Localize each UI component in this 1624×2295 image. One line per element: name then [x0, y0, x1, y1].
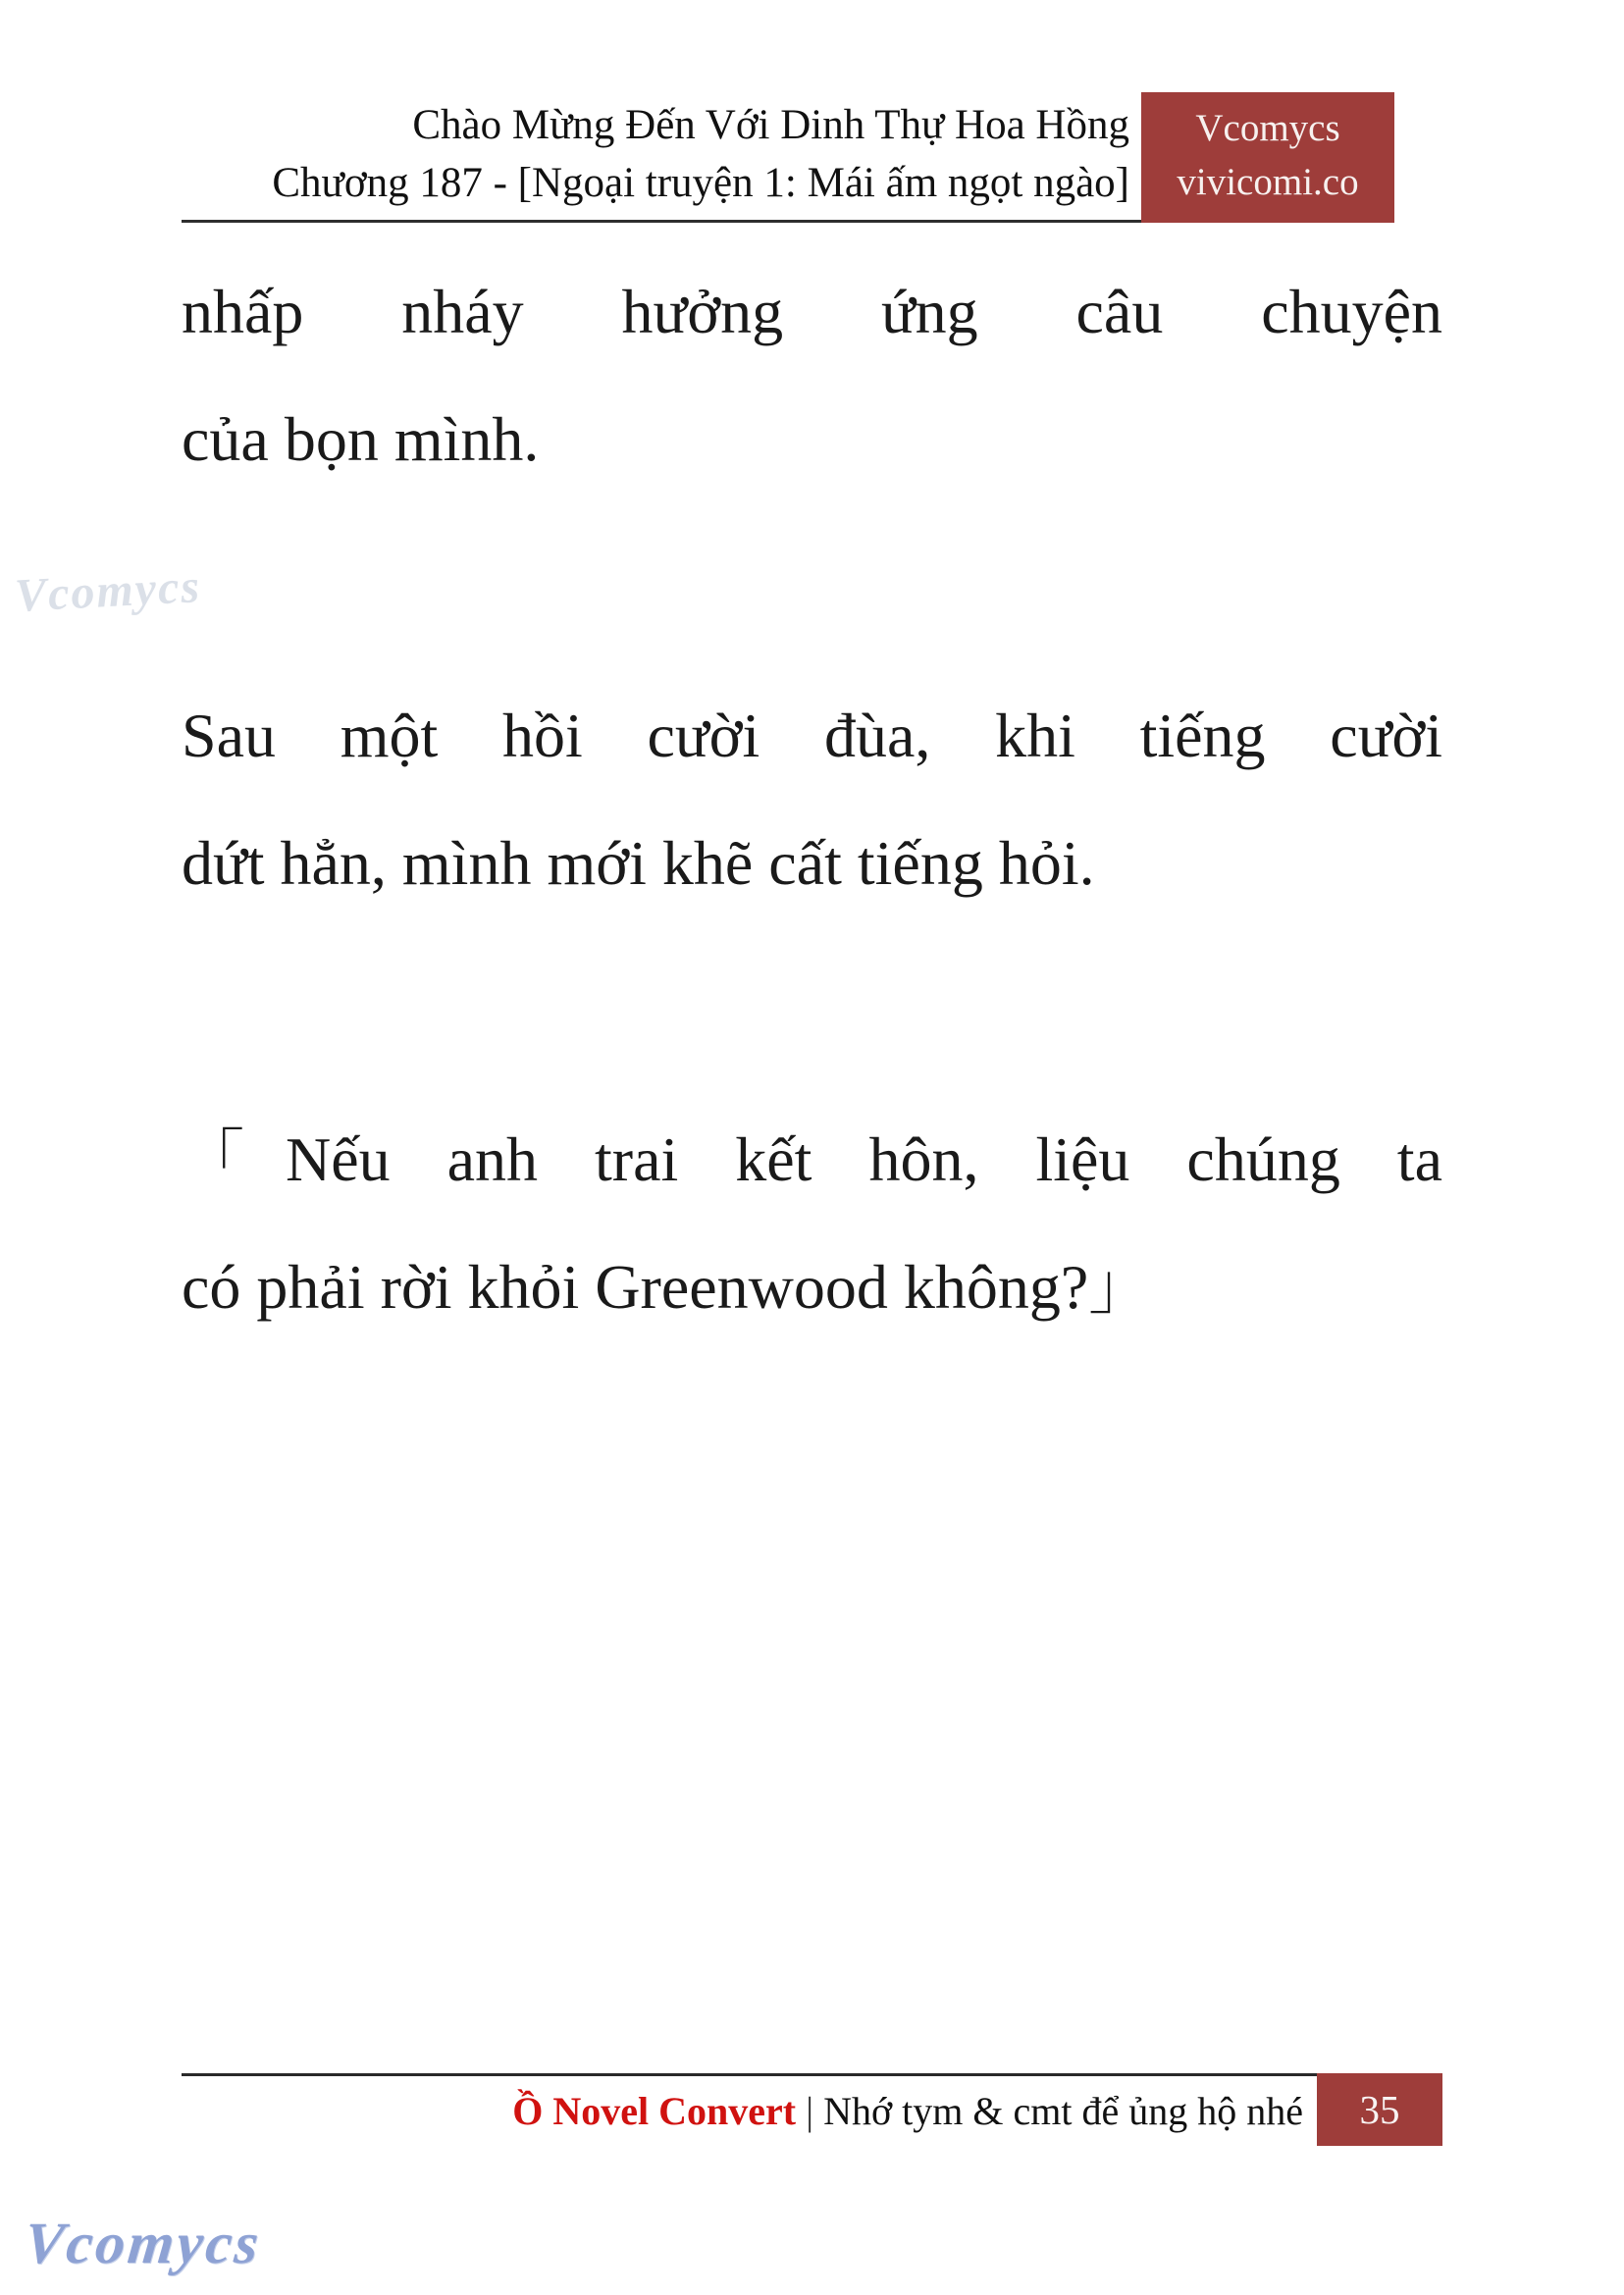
footer-credit-line: [182, 2073, 1317, 2146]
translator-badge: [1141, 92, 1394, 223]
paragraph: [182, 1096, 1442, 1351]
chapter-title-block: [182, 92, 1141, 223]
page-number: 35: [1359, 2087, 1400, 2132]
footer-message: Nhớ tym & cmt để ủng hộ nhé: [823, 2089, 1303, 2133]
paragraph-line: của bọn mình.: [182, 404, 540, 474]
story-text: [182, 248, 1442, 1520]
side-watermark: Vcomycs: [13, 560, 203, 622]
page-header: [182, 92, 1394, 223]
paragraph-line: 「Nếu anh trai kết hôn, liệu chúng ta: [182, 1124, 1442, 1194]
translator-name: Vcomycs: [1195, 107, 1340, 149]
paragraph: [182, 672, 1442, 927]
footer-brand: Ồ Novel Convert: [512, 2089, 797, 2133]
translator-site: vivicomi.co: [1177, 161, 1359, 203]
series-title: Chào Mừng Đến Với Dinh Thự Hoa Hồng: [412, 102, 1129, 148]
paragraph-line: dứt hẳn, mình mới khẽ cất tiếng hỏi.: [182, 828, 1095, 898]
page-number-badge: [1317, 2073, 1442, 2146]
vcomycs-logo: Vcomycs: [21, 2211, 265, 2275]
paragraph: [182, 248, 1442, 503]
paragraph-line: nhấp nháy hưởng ứng câu chuyện: [182, 277, 1442, 346]
page-footer: [182, 2073, 1442, 2146]
footer-separator: |: [806, 2089, 814, 2133]
chapter-title: Chương 187 - [Ngoại truyện 1: Mái ấm ngọt ngào]: [272, 160, 1129, 206]
paragraph-line: Sau một hồi cười đùa, khi tiếng cười: [182, 701, 1442, 770]
paragraph-line: có phải rời khỏi Greenwood không?」: [182, 1252, 1152, 1322]
